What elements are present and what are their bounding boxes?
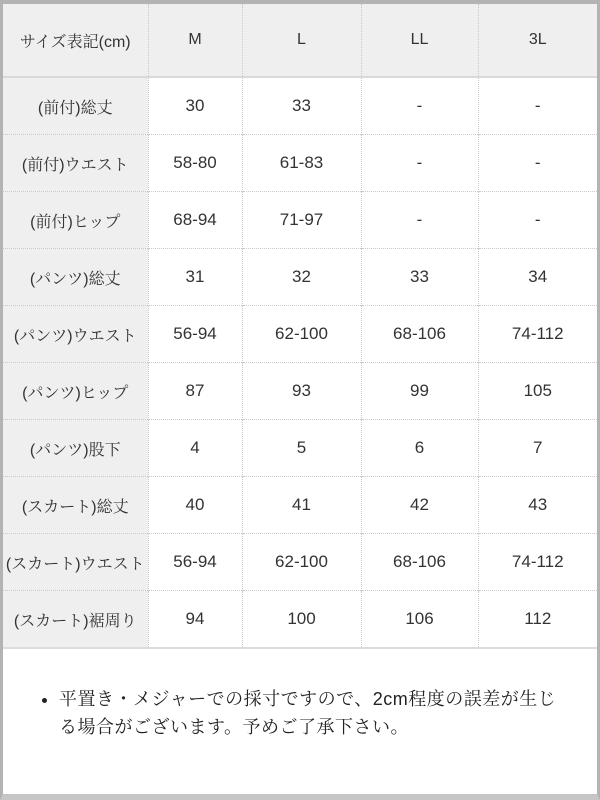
size-value-cell: 62-100 (242, 306, 361, 363)
size-value-cell: 43 (478, 477, 597, 534)
table-row (3, 135, 597, 192)
size-value-cell: 105 (478, 363, 597, 420)
row-label: (前付)総丈 (3, 77, 148, 135)
size-value-cell: - (361, 77, 478, 135)
size-value-cell: 33 (361, 249, 478, 306)
size-table-body (3, 77, 597, 648)
size-value-cell: 40 (148, 477, 242, 534)
size-value-cell: 61-83 (242, 135, 361, 192)
size-value-cell: 58-80 (148, 135, 242, 192)
size-value-cell: 74-112 (478, 306, 597, 363)
size-value-cell: 34 (478, 249, 597, 306)
size-value-cell: 56-94 (148, 534, 242, 591)
header-cell-size-label: サイズ表記(cm) (3, 4, 148, 77)
size-value-cell: 62-100 (242, 534, 361, 591)
size-value-cell: 32 (242, 249, 361, 306)
row-label: (パンツ)ウエスト (3, 306, 148, 363)
table-row (3, 192, 597, 249)
size-value-cell: 6 (361, 420, 478, 477)
table-row (3, 249, 597, 306)
size-value-cell: 68-94 (148, 192, 242, 249)
size-value-cell: 42 (361, 477, 478, 534)
size-value-cell: 100 (242, 591, 361, 649)
table-row (3, 591, 597, 649)
size-value-cell: 68-106 (361, 534, 478, 591)
size-value-cell: 56-94 (148, 306, 242, 363)
note-list (37, 685, 567, 741)
size-value-cell: 94 (148, 591, 242, 649)
size-value-cell: 87 (148, 363, 242, 420)
size-value-cell: 106 (361, 591, 478, 649)
size-value-cell: 7 (478, 420, 597, 477)
header-cell-size-L: L (242, 4, 361, 77)
table-row (3, 534, 597, 591)
size-table-header-row (3, 4, 597, 77)
size-value-cell: 99 (361, 363, 478, 420)
size-value-cell: 68-106 (361, 306, 478, 363)
size-value-cell: 41 (242, 477, 361, 534)
size-table (3, 4, 597, 649)
header-cell-size-M: M (148, 4, 242, 77)
size-value-cell: 31 (148, 249, 242, 306)
header-cell-size-LL: LL (361, 4, 478, 77)
table-row (3, 363, 597, 420)
note-area (3, 649, 597, 741)
size-value-cell: 30 (148, 77, 242, 135)
table-row (3, 477, 597, 534)
size-value-cell: 33 (242, 77, 361, 135)
size-value-cell: 93 (242, 363, 361, 420)
header-cell-size-3L: 3L (478, 4, 597, 77)
size-value-cell: 112 (478, 591, 597, 649)
size-value-cell: - (361, 192, 478, 249)
size-value-cell: 74-112 (478, 534, 597, 591)
row-label: (パンツ)総丈 (3, 249, 148, 306)
size-value-cell: - (478, 192, 597, 249)
size-value-cell: 5 (242, 420, 361, 477)
row-label: (パンツ)股下 (3, 420, 148, 477)
table-row (3, 77, 597, 135)
row-label: (スカート)裾周り (3, 591, 148, 649)
size-value-cell: - (478, 135, 597, 192)
size-value-cell: - (478, 77, 597, 135)
size-value-cell: - (361, 135, 478, 192)
table-row (3, 306, 597, 363)
size-value-cell: 4 (148, 420, 242, 477)
size-value-cell: 71-97 (242, 192, 361, 249)
table-row (3, 420, 597, 477)
row-label: (パンツ)ヒップ (3, 363, 148, 420)
row-label: (前付)ウエスト (3, 135, 148, 192)
row-label: (スカート)ウエスト (3, 534, 148, 591)
measurement-note: • 平置き・メジャーでの採寸ですので、2cm程度の誤差が生じる場合がございます。予めご了承下さい。 (59, 685, 567, 741)
row-label: (スカート)総丈 (3, 477, 148, 534)
row-label: (前付)ヒップ (3, 192, 148, 249)
